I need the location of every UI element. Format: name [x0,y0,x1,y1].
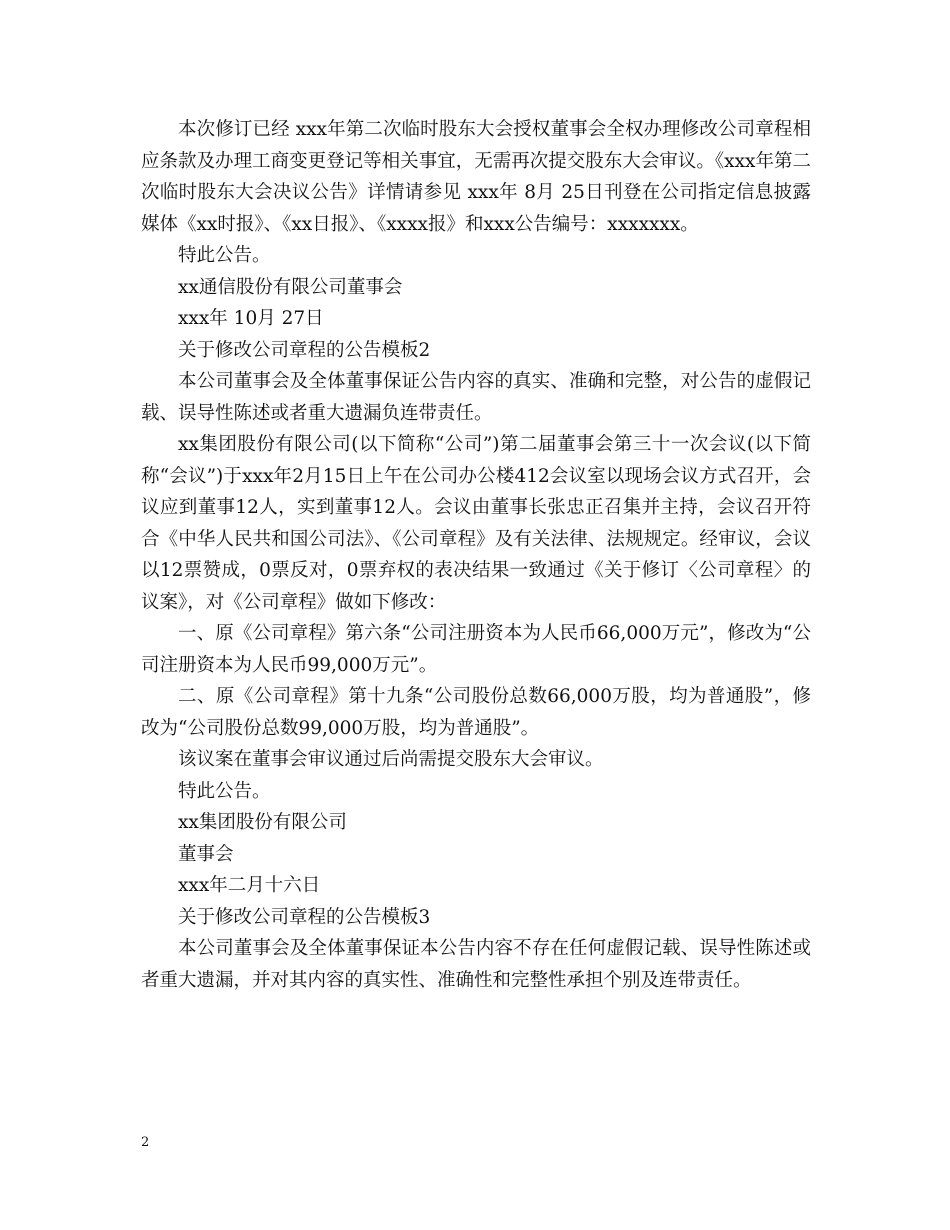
paragraph-meeting-details: xx集团股份有限公司(以下简称“公司”)第二届董事会第三十一次会议(以下简称“会议”)于xxx年2月15日上午在公司办公楼412会议室以现场会议方式召开，会议应到董事12人，实到董事12人。会议由董事长张忠正召集并主持，会议召开符合《中华人民共和国公司法》、《公司章程》及有关法律、法规规定。经审议，会议以12票赞成，0票反对，0票弃权的表决结果一致通过《关于修订〈公司章程〉的议案》，对《公司章程》做如下修改： [141,434,812,613]
paragraph-date: xxx年 10月 27日 [178,308,324,329]
paragraph-board: 董事会 [178,843,234,865]
paragraph-board-guarantee: 本公司董事会及全体董事保证本公告内容不存在任何虚假记载、误导性陈述或者重大遗漏，并对其内容的真实性、准确性和完整性承担个别及连带责任。 [141,938,811,991]
paragraph-approval-note: 该议案在董事会审议通过后尚需提交股东大会审议。 [178,749,604,770]
paragraph-announcement-closing: 特此公告。 [178,780,271,802]
paragraph-revision-note: 本次修订已经 xxx年第二次临时股东大会授权董事会全权办理修改公司章程相应条款及办理工商变更登记等相关事宜，无需再次提交股东大会审议。《xxx年第二次临时股东大会决议公告》详情请参见 xxx年 8月 25日刊登在公司指定信息披露媒体《xx时报》、《xx日报》、《xxxx报》和xxx公告编号：xxxxxxx。 [141,119,811,235]
paragraph-amendment-2: 二、原《公司章程》第十九条“公司股份总数66,000万股，均为普通股”，修改为“公司股份总数99,000万股，均为普通股”。 [141,686,811,739]
paragraph-company-name: xx集团股份有限公司 [178,812,347,833]
paragraph-signatory: xx通信股份有限公司董事会 [178,276,403,298]
section-title-template-2: 关于修改公司章程的公告模板2 [178,339,431,361]
paragraph-announcement-closing: 特此公告。 [178,245,271,266]
page-number: 2 [141,1135,150,1150]
paragraph-date: xxx年二月十六日 [178,875,321,896]
paragraph-board-guarantee: 本公司董事会及全体董事保证公告内容的真实、准确和完整，对公告的虚假记载、误导性陈述或者重大遗漏负连带责任。 [141,371,811,424]
paragraph-amendment-1: 一、原《公司章程》第六条“公司注册资本为人民币66,000万元”，修改为“公司注册资本为人民币99,000万元”。 [141,623,811,676]
document-body [141,114,811,996]
section-title-template-3: 关于修改公司章程的公告模板3 [178,906,431,928]
